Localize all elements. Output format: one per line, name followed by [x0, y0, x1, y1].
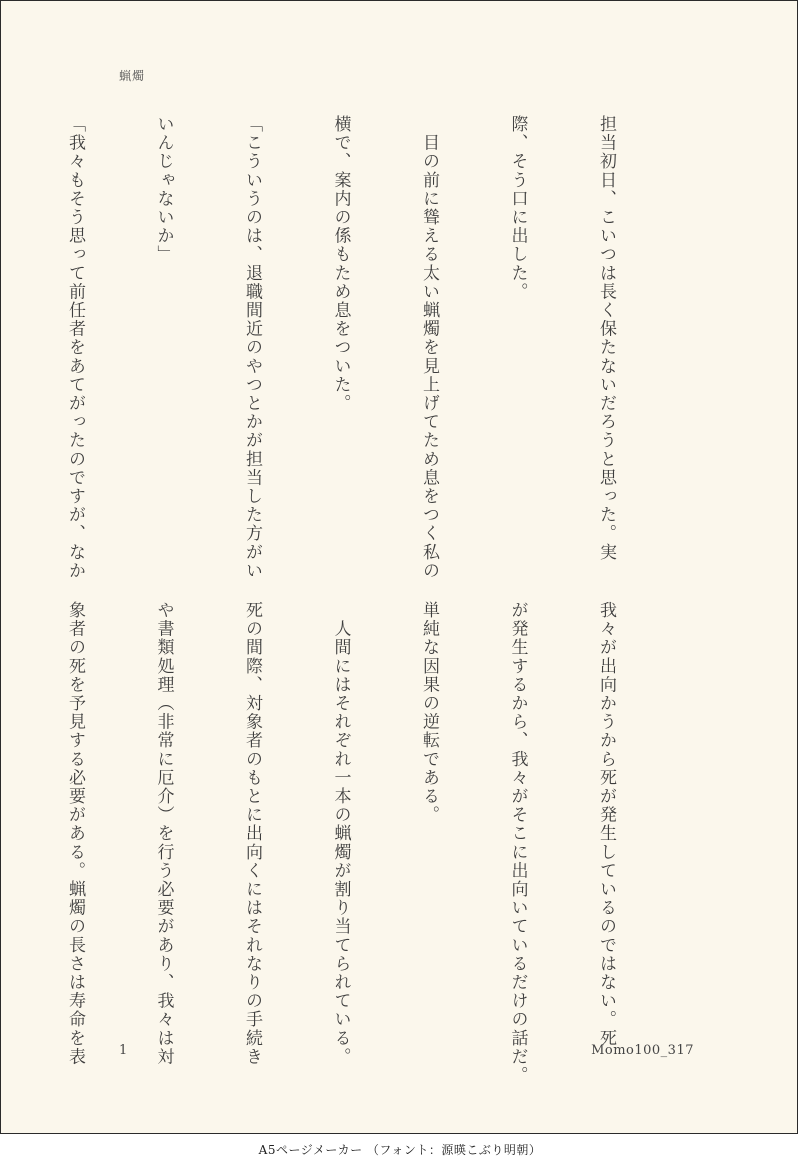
- text-line: や書類処理（非常に厄介）を行う必要があり、我々は対: [153, 601, 174, 1066]
- page-id: Momo100_317: [591, 1043, 694, 1058]
- text-line: が発生するから、我々がそこに出向いているだけの話だ。: [507, 601, 528, 1085]
- text-line: 目の前に聳える太い蝋燭を見上げてため息をつく私の: [419, 115, 439, 580]
- text-line: 単純な因果の逆転である。: [419, 601, 439, 825]
- text-line: いんじゃないか」: [153, 115, 174, 264]
- text-line: [0, 115, 1, 565]
- running-head: 蝋燭: [119, 69, 146, 83]
- text-line: 「我々もそう思って前任者をあてがったのですが、なか: [65, 115, 85, 580]
- text-line: 「こういうのは、退職間近のやつとかが担当した方がい: [242, 115, 262, 580]
- text-line: [0, 601, 1, 1031]
- text-line: 際、そう口に出した。: [507, 115, 528, 301]
- text-line: 死の間際、対象者のもとに出向くにはそれなりの手続き: [242, 601, 262, 1066]
- footer-caption: A5ページメーカー （フォント：源暎こぶり明朝）: [258, 1143, 542, 1157]
- text-line: 人間にはそれぞれ一本の蝋燭が割り当てられている。: [330, 601, 351, 1066]
- page-number: 1: [119, 1043, 128, 1058]
- text-line: 我々が出向かうから死が発生しているのではない。死: [596, 601, 616, 1048]
- text-line: 横で、案内の係もため息をついた。: [330, 115, 351, 413]
- text-line: 象者の死を予見する必要がある。蝋燭の長さは寿命を表: [65, 601, 85, 1066]
- text-block-top: [0, 115, 679, 580]
- text-line: 担当初日、こいつは長く保たないだろうと思った。実: [596, 115, 616, 562]
